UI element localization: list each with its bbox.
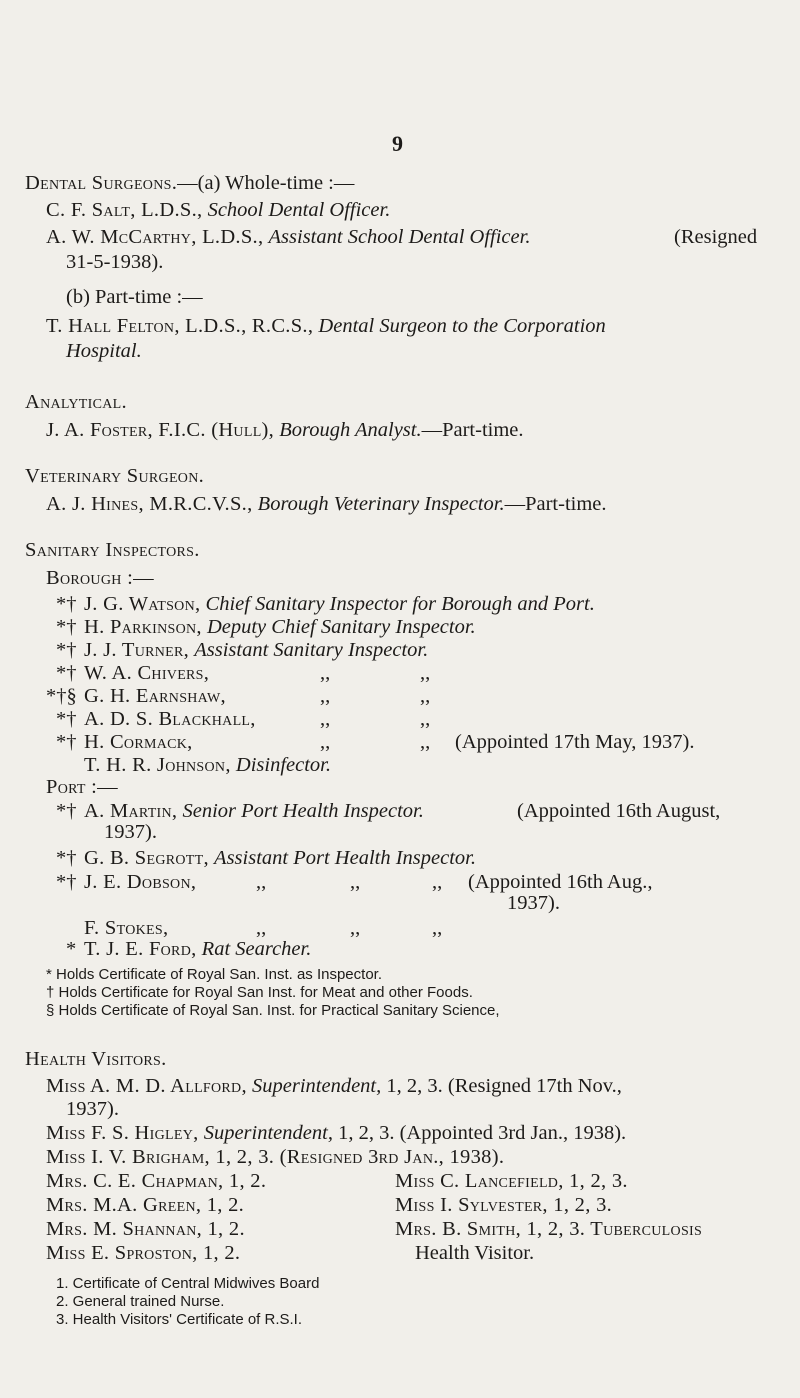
borough-label: Borough :— xyxy=(46,567,154,589)
health-footnote-2: 2. General trained Nurse. xyxy=(56,1293,225,1310)
allford-name: Miss A. M. D. Allford, xyxy=(46,1075,247,1097)
chivers-ditto-1: ,, xyxy=(320,662,331,684)
veterinary-heading: Veterinary Surgeon. xyxy=(25,465,205,487)
segrott-name: G. B. Segrott, xyxy=(84,847,209,869)
dental-mccarthy-line xyxy=(46,225,530,249)
felton-role-2: Hospital. xyxy=(66,340,142,362)
foster-note: —Part-time. xyxy=(421,419,524,441)
sanitary-heading: Sanitary Inspectors. xyxy=(25,539,200,561)
higley-role: Superintendent, xyxy=(203,1122,333,1144)
cormack-name: H. Cormack, xyxy=(84,731,193,753)
mccarthy-role: Assistant School Dental Officer. xyxy=(268,226,531,248)
segrott-role: Assistant Port Health Inspector. xyxy=(214,847,476,869)
parkinson-name: H. Parkinson, xyxy=(84,616,202,638)
earnshaw-name: G. H. Earnshaw, xyxy=(84,685,226,707)
veterinary-hines-line xyxy=(46,492,607,516)
analytical-foster-line xyxy=(46,418,524,442)
parkinson-role: Deputy Chief Sanitary Inspector. xyxy=(206,616,476,638)
ford-role: Rat Searcher. xyxy=(201,938,312,960)
parkinson-mark: *† xyxy=(56,616,77,638)
salt-role: School Dental Officer. xyxy=(207,199,391,221)
allford-note-1: 1, 2, 3. (Resigned 17th Nov., xyxy=(386,1075,622,1097)
sproston-entry: Miss E. Sproston, 1, 2. xyxy=(46,1242,241,1264)
turner-name: J. J. Turner, xyxy=(84,639,190,661)
blackhall-ditto-1: ,, xyxy=(320,708,331,730)
dental-felton-line xyxy=(46,314,606,338)
dental-b-label: (b) Part-time :— xyxy=(66,286,203,308)
cormack-mark: *† xyxy=(56,731,77,753)
chapman-entry: Mrs. C. E. Chapman, 1, 2. xyxy=(46,1170,267,1192)
foster-name: J. A. Foster, F.I.C. (Hull), xyxy=(46,419,275,441)
blackhall-mark: *† xyxy=(56,708,77,730)
ford-line xyxy=(84,937,311,961)
blackhall-name: A. D. S. Blackhall, xyxy=(84,708,256,730)
higley-name: Miss F. S. Higley, xyxy=(46,1122,199,1144)
ford-name: T. J. E. Ford, xyxy=(84,938,197,960)
dental-heading-line xyxy=(25,171,354,195)
martin-role: Senior Port Health Inspector. xyxy=(182,800,424,822)
martin-mark: *† xyxy=(56,800,77,822)
allford-line xyxy=(46,1074,622,1098)
stokes-name: F. Stokes, xyxy=(84,917,169,939)
parkinson-line xyxy=(84,615,476,639)
health-footnote-3: 3. Health Visitors' Certificate of R.S.I. xyxy=(56,1311,303,1328)
salt-name: C. F. Salt, L.D.S., xyxy=(46,199,203,221)
green-entry: Mrs. M.A. Green, 1, 2. xyxy=(46,1194,245,1216)
blackhall-ditto-2: ,, xyxy=(420,708,431,730)
segrott-line xyxy=(84,846,476,870)
watson-line xyxy=(84,592,595,616)
mccarthy-name: A. W. McCarthy, L.D.S., xyxy=(46,226,264,248)
allford-role: Superintendent, xyxy=(252,1075,382,1097)
johnson-name: T. H. R. Johnson, xyxy=(84,754,231,776)
hines-name: A. J. Hines, M.R.C.V.S., xyxy=(46,493,253,515)
johnson-line xyxy=(84,753,331,777)
dobson-note-2: 1937). xyxy=(507,892,560,914)
health-heading: Health Visitors. xyxy=(25,1048,167,1070)
watson-role: Chief Sanitary Inspector for Borough and Port. xyxy=(205,593,595,615)
lancefield-entry: Miss C. Lancefield, 1, 2, 3. xyxy=(395,1170,628,1192)
earnshaw-ditto-1: ,, xyxy=(320,685,331,707)
turner-mark: *† xyxy=(56,639,77,661)
allford-note-2: 1937). xyxy=(66,1098,119,1120)
shannan-entry: Mrs. M. Shannan, 1, 2. xyxy=(46,1218,245,1240)
dobson-name: J. E. Dobson, xyxy=(84,871,197,893)
turner-line xyxy=(84,638,428,662)
ford-mark: * xyxy=(66,938,77,960)
sanitary-footnote-2: † Holds Certificate for Royal San Inst. for Meat and other Foods. xyxy=(46,984,473,1001)
stokes-ditto-3: ,, xyxy=(432,917,443,939)
johnson-role: Disinfector. xyxy=(235,754,331,776)
earnshaw-ditto-2: ,, xyxy=(420,685,431,707)
sylvester-entry: Miss I. Sylvester, 1, 2, 3. xyxy=(395,1194,613,1216)
martin-note-1: (Appointed 16th August, xyxy=(517,800,721,822)
stokes-ditto-2: ,, xyxy=(350,917,361,939)
cormack-ditto-1: ,, xyxy=(320,731,331,753)
watson-mark: *† xyxy=(56,593,77,615)
stokes-ditto-1: ,, xyxy=(256,917,267,939)
dental-salt-line xyxy=(46,198,390,222)
dental-heading: Dental Surgeons. xyxy=(25,172,178,194)
port-label: Port :— xyxy=(46,776,118,798)
dental-a-label: —(a) Whole-time :— xyxy=(177,172,355,194)
segrott-mark: *† xyxy=(56,847,77,869)
martin-note-2: 1937). xyxy=(104,821,157,843)
felton-name: T. Hall Felton, L.D.S., R.C.S., xyxy=(46,315,314,337)
dobson-note-1: (Appointed 16th Aug., xyxy=(468,871,653,893)
dobson-mark: *† xyxy=(56,871,77,893)
felton-role-1: Dental Surgeon to the Corporation xyxy=(318,315,606,337)
earnshaw-mark: *†§ xyxy=(46,685,77,707)
analytical-heading: Analytical. xyxy=(25,391,127,413)
dobson-ditto-2: ,, xyxy=(350,871,361,893)
health-footnote-1: 1. Certificate of Central Midwives Board xyxy=(56,1275,320,1292)
dobson-ditto-1: ,, xyxy=(256,871,267,893)
watson-name: J. G. Watson, xyxy=(84,593,201,615)
foster-role: Borough Analyst. xyxy=(279,419,422,441)
mccarthy-note-1: (Resigned xyxy=(674,226,758,248)
hines-role: Borough Veterinary Inspector. xyxy=(257,493,505,515)
higley-line xyxy=(46,1121,626,1145)
sanitary-footnote-3: § Holds Certificate of Royal San. Inst. for Practical Sanitary Science, xyxy=(46,1002,500,1019)
higley-note: 1, 2, 3. (Appointed 3rd Jan., 1938). xyxy=(338,1122,627,1144)
turner-role: Assistant Sanitary Inspector. xyxy=(194,639,429,661)
brigham-entry: Miss I. V. Brigham, 1, 2, 3. (Resigned 3rd Jan., 1938). xyxy=(46,1146,505,1168)
smith-entry-cont: Health Visitor. xyxy=(415,1242,535,1264)
smith-entry: Mrs. B. Smith, 1, 2, 3. Tuberculosis xyxy=(395,1218,703,1240)
chivers-name: W. A. Chivers, xyxy=(84,662,210,684)
cormack-ditto-2: ,, xyxy=(420,731,431,753)
chivers-ditto-2: ,, xyxy=(420,662,431,684)
martin-name: A. Martin, xyxy=(84,800,178,822)
mccarthy-note-2: 31-5-1938). xyxy=(66,251,164,273)
hines-note: —Part-time. xyxy=(504,493,607,515)
chivers-mark: *† xyxy=(56,662,77,684)
page-number: 9 xyxy=(392,131,403,156)
cormack-note: (Appointed 17th May, 1937). xyxy=(455,731,695,753)
sanitary-footnote-1: * Holds Certificate of Royal San. Inst. as Inspector. xyxy=(46,966,382,983)
dobson-ditto-3: ,, xyxy=(432,871,443,893)
